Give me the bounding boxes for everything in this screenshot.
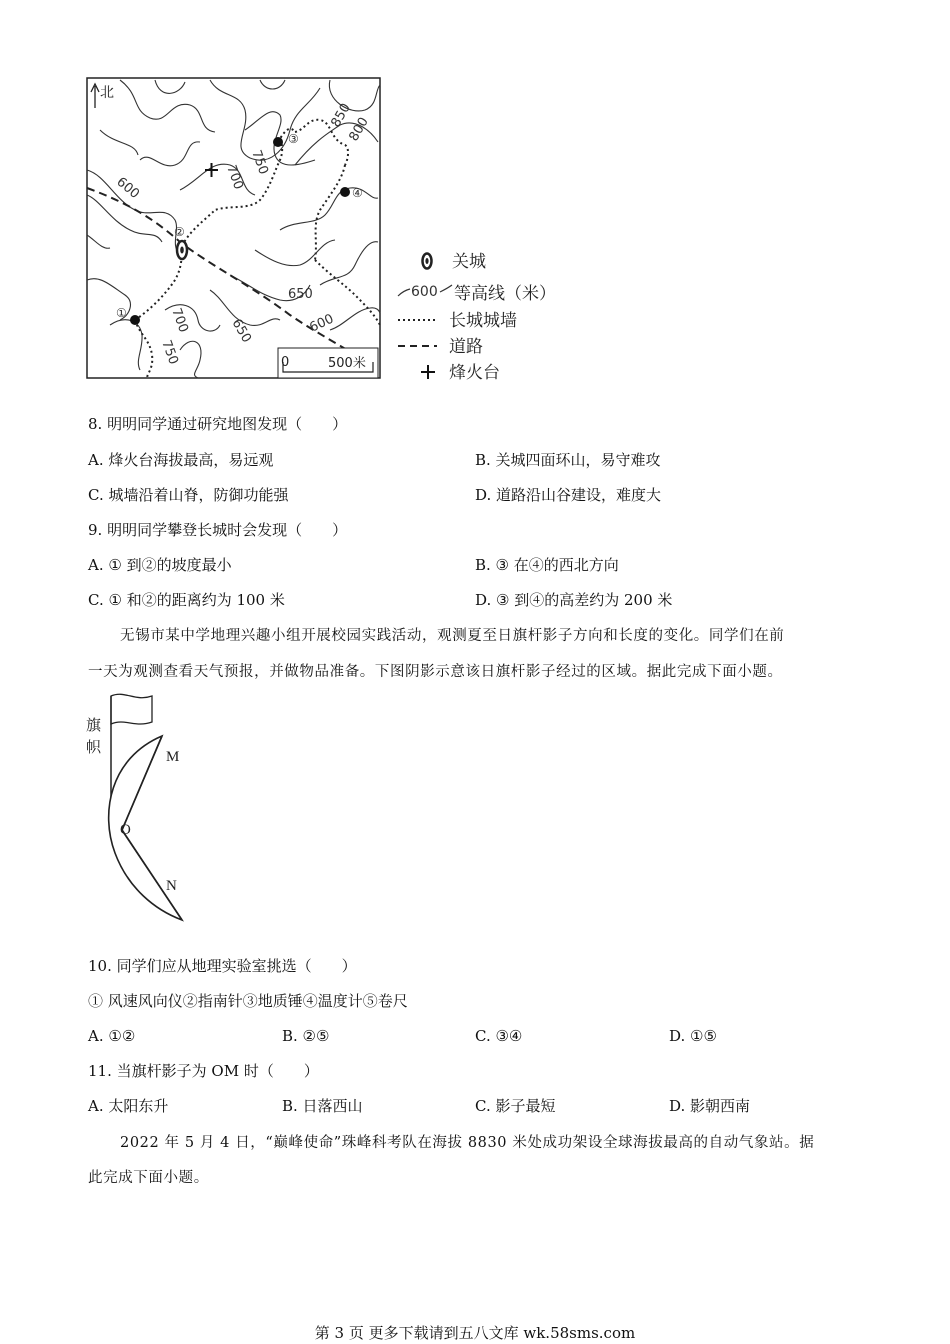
- q8-option-d: D. 道路沿山谷建设，难度大: [475, 486, 662, 504]
- contour-label: 600: [307, 311, 337, 336]
- contour-label: 700: [168, 306, 191, 335]
- contour-line-icon: [398, 289, 410, 296]
- q10-items: ① 风速风向仪②指南针③地质锤④温度计⑤卷尺: [88, 992, 408, 1010]
- scale-length: 500米: [328, 356, 366, 371]
- scale-zero: 0: [281, 355, 290, 370]
- q10-stem: 10. 同学们应从地理实验室挑选（ ）: [88, 957, 357, 975]
- point-n-label: N: [166, 878, 177, 894]
- point-3-label: ③: [288, 132, 299, 146]
- north-label: 北: [100, 85, 114, 101]
- q11-stem: 11. 当旗杆影子为 OM 时（ ）: [88, 1062, 319, 1080]
- contour-label: 850: [328, 100, 354, 130]
- point-4-label: ④: [352, 186, 363, 200]
- contour-label: 750: [248, 148, 271, 177]
- point-4-marker: [340, 187, 350, 197]
- q8-option-c: C. 城墙沿着山脊，防御功能强: [88, 486, 289, 504]
- q8-stem: 8. 明明同学通过研究地图发现（ ）: [88, 415, 348, 433]
- plus-icon: [421, 365, 435, 379]
- point-m-label: M: [166, 749, 180, 765]
- q8-option-b: B. 关城四面环山，易守难攻: [475, 451, 661, 469]
- legend-contour-label: 等高线（米）: [454, 284, 556, 304]
- legend-pass-label: 关城: [452, 252, 486, 272]
- intro3-line2: 此完成下面小题。: [88, 1170, 209, 1186]
- legend-wall-label: 长城城墙: [449, 311, 517, 331]
- q9-option-d: D. ③ 到④的高差约为 200 米: [475, 591, 673, 609]
- point-1-label: ①: [116, 306, 127, 320]
- flag-icon: [111, 694, 152, 724]
- flag-label-1: 旗: [86, 716, 102, 734]
- contour-label: 800: [346, 114, 372, 144]
- intro2-line2: 一天为观测查看天气预报，并做物品准备。下图阴影示意该日旗杆影子经过的区域。据此完成下面小题。: [88, 664, 783, 680]
- q11-option-b: B. 日落西山: [282, 1097, 363, 1115]
- q11-option-c: C. 影子最短: [475, 1097, 556, 1115]
- legend-contour-sample: 600: [411, 284, 438, 300]
- page-footer: 第 3 页 更多下载请到五八文库 wk.58sms.com: [314, 1324, 636, 1342]
- q9-option-a: A. ① 到②的坡度最小: [88, 556, 232, 574]
- q11-option-a: A. 太阳东升: [88, 1097, 169, 1115]
- legend-beacon-label: 烽火台: [449, 363, 500, 383]
- flag-label-2: 帜: [86, 738, 102, 756]
- point-2-label: ②: [174, 225, 185, 239]
- point-1-marker: [130, 315, 140, 325]
- q10-option-c: C. ③④: [475, 1027, 523, 1045]
- q9-stem: 9. 明明同学攀登长城时会发现（ ）: [88, 521, 348, 539]
- q9-option-b: B. ③ 在④的西北方向: [475, 556, 619, 574]
- contour-label: 650: [288, 287, 313, 302]
- contour-label: 650: [228, 316, 254, 346]
- q9-option-c: C. ① 和②的距离约为 100 米: [88, 591, 285, 609]
- intro2-line1: 无锡市某中学地理兴趣小组开展校园实践活动，观测夏至日旗杆影子方向和长度的变化。同学们在前: [120, 628, 785, 644]
- intro3-line1: 2022 年 5 月 4 日，“巅峰使命”珠峰科考队在海拔 8830 米处成功架设全球海拔最高的自动气象站。据: [120, 1135, 815, 1151]
- contour-map: [80, 70, 560, 390]
- contour-label: 700: [223, 163, 246, 192]
- point-3-marker: [273, 137, 283, 147]
- q10-option-d: D. ①⑤: [669, 1027, 717, 1045]
- q10-option-a: A. ①②: [88, 1027, 136, 1045]
- contour-label: 750: [158, 338, 181, 367]
- map-legend: [398, 252, 556, 383]
- flagpole-shadow-figure: [80, 688, 220, 928]
- q10-option-b: B. ②⑤: [282, 1027, 330, 1045]
- point-o-label: O: [120, 822, 131, 838]
- q11-option-d: D. 影朝西南: [669, 1097, 751, 1115]
- contour-label: 600: [113, 174, 143, 203]
- q8-option-a: A. 烽火台海拔最高，易远观: [88, 451, 274, 469]
- legend-road-label: 道路: [449, 337, 483, 357]
